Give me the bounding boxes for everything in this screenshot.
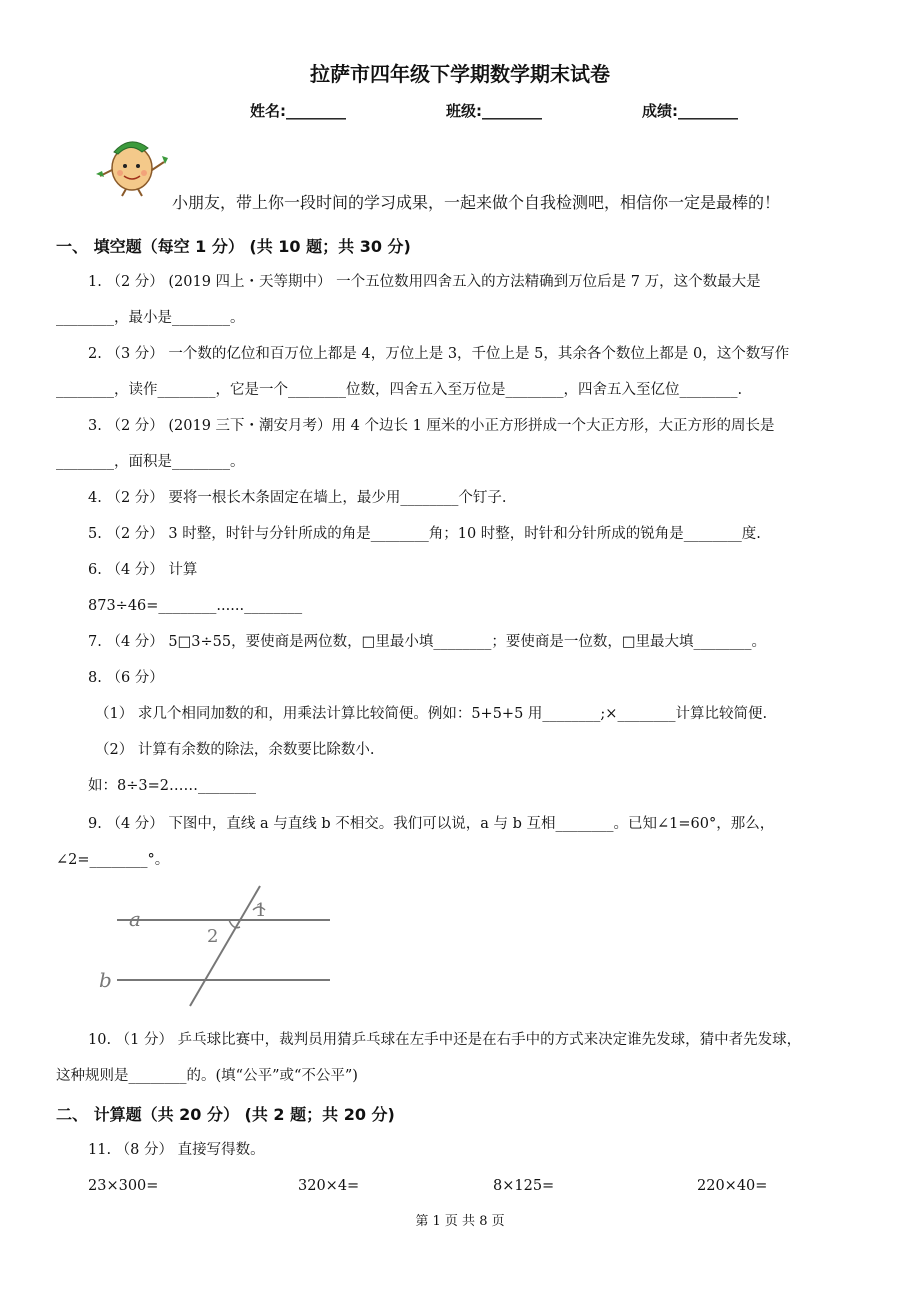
question-7: 7. （4 分） 5□3÷55，要使商是两位数，□里最小填________；要使商是一位数，□里最大填________。 <box>88 634 767 650</box>
question-8-part-2: （2） 计算有余数的除法，余数要比除数小. <box>95 742 375 758</box>
section-heading-calculation: 二、 计算题（共 20 分） (共 2 题；共 20 分) <box>56 1105 395 1124</box>
score-field-label: 成绩:________ <box>642 102 738 120</box>
question-10-line-1: 10. （1 分） 乒乓球比赛中，裁判员用猜乒乓球在左手中还是在右手中的方式来决定谁先发球，猜中者先发球， <box>88 1032 802 1048</box>
page-title: 拉萨市四年级下学期数学期末试卷 <box>310 62 610 86</box>
class-field-label: 班级:________ <box>446 102 542 120</box>
parallel-lines-figure <box>95 880 335 1010</box>
transversal-line <box>190 886 260 1006</box>
question-2-line-2: ________，读作________，它是一个________位数，四舍五入至万位是________，四舍五入至亿位________. <box>56 382 743 398</box>
calc-item-1: 23×300= <box>88 1178 159 1194</box>
calc-item-4: 220×40= <box>697 1178 768 1194</box>
section-heading-fill-blank: 一、 填空题（每空 1 分） (共 10 题；共 30 分) <box>56 237 411 256</box>
encouragement-text: 小朋友，带上你一段时间的学习成果，一起来做个自我检测吧，相信你一定是最棒的！ <box>172 193 781 212</box>
question-6: 6. （4 分） 计算 <box>88 562 198 578</box>
question-9-line-2: ∠2=________°。 <box>56 852 170 868</box>
question-8-example: 如：8÷3=2……________ <box>88 778 256 794</box>
label-angle-2: 2 <box>207 926 219 947</box>
question-3-line-1: 3. （2 分） (2019 三下・潮安月考）用 4 个边长 1 厘米的小正方形拼成一个大正方形，大正方形的周长是 <box>88 418 775 434</box>
question-5: 5. （2 分） 3 时整，时针与分针所成的角是________角；10 时整，时针和分针所成的锐角是________度. <box>88 526 761 542</box>
calc-item-2: 320×4= <box>298 1178 360 1194</box>
calc-item-3: 8×125= <box>493 1178 555 1194</box>
question-8: 8. （6 分） <box>88 670 164 686</box>
question-4: 4. （2 分） 要将一根长木条固定在墙上，最少用________个钉子. <box>88 490 507 506</box>
mascot-illustration <box>92 128 172 198</box>
question-2-line-1: 2. （3 分） 一个数的亿位和百万位上都是 4，万位上是 3，千位上是 5，其余各个数位上都是 0，这个数写作 <box>88 346 790 362</box>
label-a: a <box>129 907 141 931</box>
label-b: b <box>99 968 112 992</box>
question-1-line-2: ________，最小是________。 <box>56 310 245 326</box>
question-10-line-2: 这种规则是________的。(填“公平”或“不公平”) <box>56 1068 358 1084</box>
question-1-line-1: 1. （2 分） (2019 四上・天等期中） 一个五位数用四舍五入的方法精确到万位后是 7 万，这个数最大是 <box>88 274 761 290</box>
question-3-line-2: ________，面积是________。 <box>56 454 245 470</box>
question-9-line-1: 9. （4 分） 下图中，直线 a 与直线 b 不相交。我们可以说，a 与 b 互相________。已知∠1=60°，那么， <box>88 816 775 832</box>
question-6-expression: 873÷46=________......________ <box>88 598 303 614</box>
page-footer: 第 1 页 共 8 页 <box>415 1214 505 1229</box>
label-angle-1: 1 <box>255 900 267 921</box>
question-11: 11. （8 分） 直接写得数。 <box>88 1142 265 1158</box>
name-field-label: 姓名:________ <box>250 102 346 120</box>
question-8-part-1: （1） 求几个相同加数的和，用乘法计算比较简便。例如：5+5+5 用________;×________计算比较简便. <box>95 706 768 722</box>
